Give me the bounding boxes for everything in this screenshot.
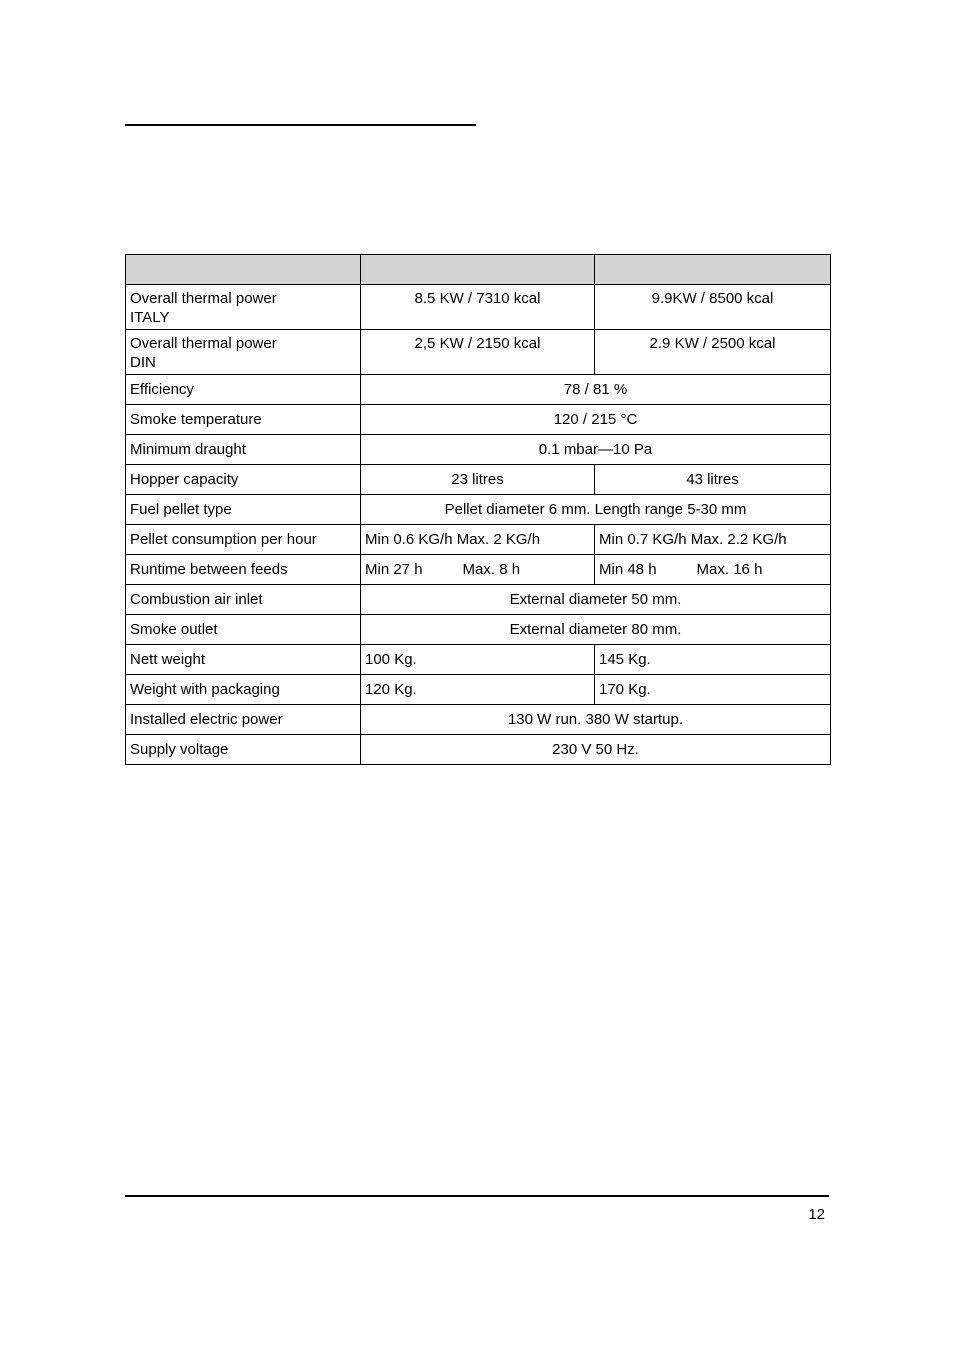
table-row — [126, 555, 831, 585]
header-cell-3 — [595, 255, 831, 285]
table-row — [126, 525, 831, 555]
table-row — [126, 495, 831, 525]
row-value: Min 0.6 KG/h Max. 2 KG/h — [361, 525, 595, 555]
row-value: External diameter 50 mm. — [361, 585, 831, 615]
header-cell-2 — [361, 255, 595, 285]
row-value: 2.9 KW / 2500 kcal — [595, 330, 831, 375]
runtime-max: Max. 8 h — [462, 561, 521, 578]
row-value: 78 / 81 % — [361, 375, 831, 405]
row-value — [361, 555, 595, 585]
row-value: 0.1 mbar—10 Pa — [361, 435, 831, 465]
row-value: 120 / 215 °C — [361, 405, 831, 435]
table-row — [126, 645, 831, 675]
table-row — [126, 735, 831, 765]
row-label: Nett weight — [126, 645, 361, 675]
row-value: 9.9KW / 8500 kcal — [595, 285, 831, 330]
row-label: Combustion air inlet — [126, 585, 361, 615]
row-value: Min 0.7 KG/h Max. 2.2 KG/h — [595, 525, 831, 555]
row-label: Hopper capacity — [126, 465, 361, 495]
row-value: 230 V 50 Hz. — [361, 735, 831, 765]
row-label: Efficiency — [126, 375, 361, 405]
page-number: 12 — [808, 1206, 825, 1223]
table-row — [126, 285, 831, 330]
table-row — [126, 375, 831, 405]
runtime-max: Max. 16 h — [696, 561, 763, 578]
row-value: External diameter 80 mm. — [361, 615, 831, 645]
row-value: 8.5 KW / 7310 kcal — [361, 285, 595, 330]
table-row — [126, 585, 831, 615]
row-label: Supply voltage — [126, 735, 361, 765]
row-label: Runtime between feeds — [126, 555, 361, 585]
row-value — [595, 555, 831, 585]
footer-rule — [125, 1195, 829, 1197]
runtime-min: Min 48 h — [599, 561, 657, 578]
row-label: Overall thermal power ITALY — [126, 285, 361, 330]
row-label: Smoke temperature — [126, 405, 361, 435]
row-label: Fuel pellet type — [126, 495, 361, 525]
table-row — [126, 405, 831, 435]
row-value: 23 litres — [361, 465, 595, 495]
row-label: Weight with packaging — [126, 675, 361, 705]
table-row — [126, 705, 831, 735]
row-value: 43 litres — [595, 465, 831, 495]
row-label: Pellet consumption per hour — [126, 525, 361, 555]
row-value: 130 W run. 380 W startup. — [361, 705, 831, 735]
table-row — [126, 435, 831, 465]
title-underline — [125, 124, 476, 126]
row-value: 2,5 KW / 2150 kcal — [361, 330, 595, 375]
row-label: Minimum draught — [126, 435, 361, 465]
table-row — [126, 615, 831, 645]
table-header-row — [126, 255, 831, 285]
row-label: Installed electric power — [126, 705, 361, 735]
runtime-min: Min 27 h — [365, 561, 423, 578]
table-row — [126, 465, 831, 495]
row-value: 100 Kg. — [361, 645, 595, 675]
table-row — [126, 330, 831, 375]
row-label: Smoke outlet — [126, 615, 361, 645]
table-row — [126, 675, 831, 705]
row-value: 120 Kg. — [361, 675, 595, 705]
technical-specifications-table — [125, 254, 831, 765]
row-value: 170 Kg. — [595, 675, 831, 705]
header-cell-1 — [126, 255, 361, 285]
row-value: Pellet diameter 6 mm. Length range 5-30 mm — [361, 495, 831, 525]
row-value: 145 Kg. — [595, 645, 831, 675]
row-label: Overall thermal power DIN — [126, 330, 361, 375]
